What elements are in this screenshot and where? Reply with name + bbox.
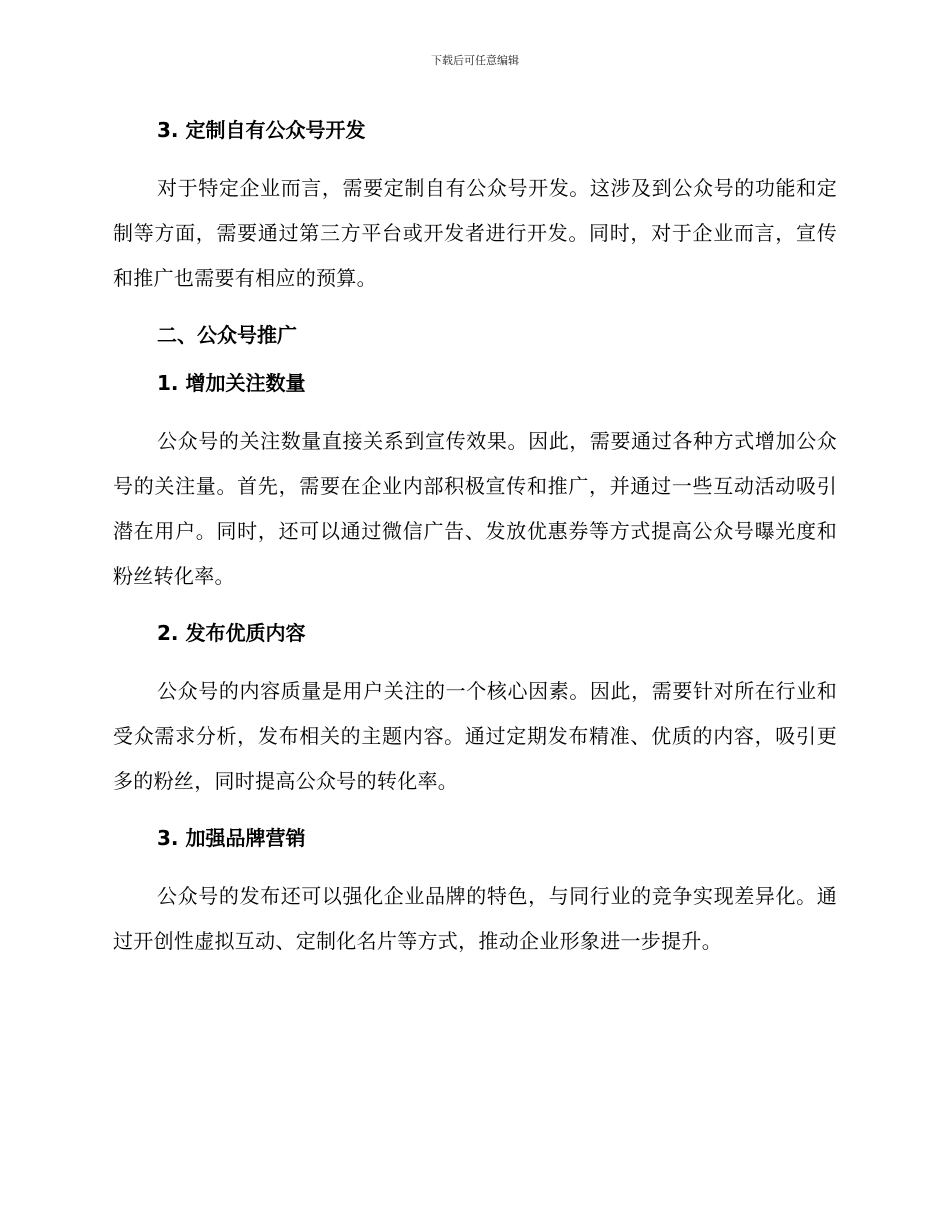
- section-heading-promotion: 二、公众号推广: [157, 323, 297, 347]
- paragraph-increase-followers: 公众号的关注数量直接关系到宣传效果。因此，需要通过各种方式增加公众号的关注量。首先，需要在企业内部积极宣传和推广，并通过一些互动活动吸引潜在用户。同时，还可以通过微信广告、发放优惠券等方式提高公众号曝光度和粉丝转化率。: [113, 429, 837, 588]
- paragraph-brand-marketing: 公众号的发布还可以强化企业品牌的特色，与同行业的竞争实现差异化。通过开创性虚拟互动、定制化名片等方式，推动企业形象进一步提升。: [113, 884, 837, 953]
- section-heading-custom-development: 3. 定制自有公众号开发: [157, 118, 366, 142]
- paragraph-custom-development: 对于特定企业而言，需要定制自有公众号开发。这涉及到公众号的功能和定制等方面，需要通过第三方平台或开发者进行开发。同时，对于企业而言，宣传和推广也需要有相应的预算。: [113, 176, 837, 290]
- section-heading-brand-marketing: 3. 加强品牌营销: [157, 826, 306, 850]
- page-header: 下载后可任意编辑: [431, 54, 519, 67]
- section-heading-increase-followers: 1. 增加关注数量: [157, 371, 306, 395]
- section-heading-quality-content: 2. 发布优质内容: [157, 621, 306, 645]
- paragraph-quality-content: 公众号的内容质量是用户关注的一个核心因素。因此，需要针对所在行业和受众需求分析，发布相关的主题内容。通过定期发布精准、优质的内容，吸引更多的粉丝，同时提高公众号的转化率。: [113, 679, 837, 793]
- document-body: [113, 112, 837, 964]
